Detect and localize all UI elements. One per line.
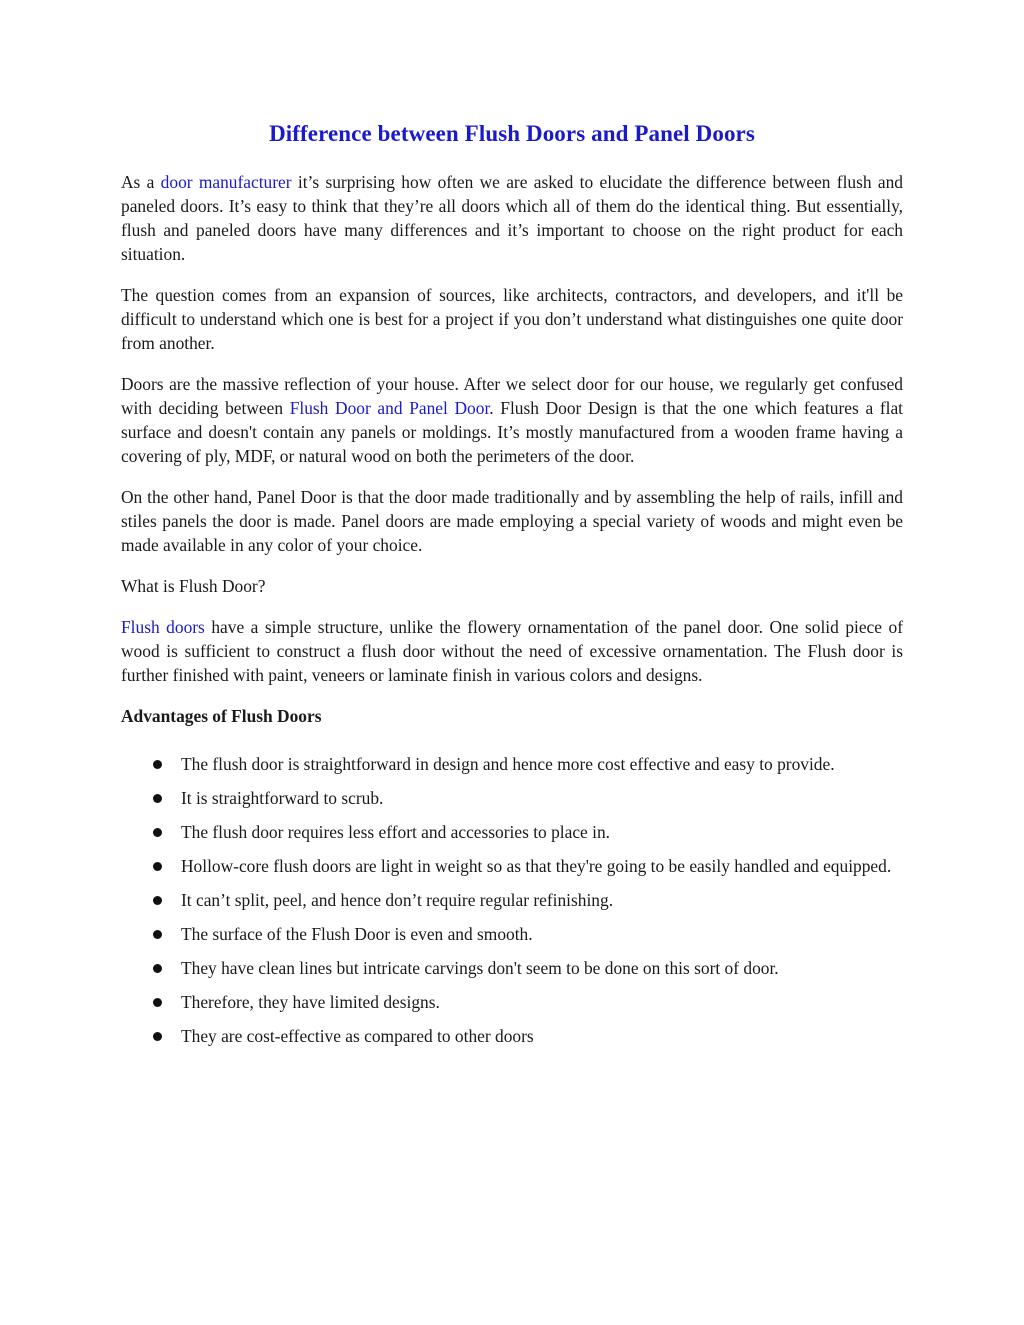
list-item-text: Therefore, they have limited designs. <box>181 992 440 1012</box>
advantages-heading: Advantages of Flush Doors <box>121 706 322 726</box>
door-manufacturer-link[interactable]: door manufacturer <box>160 172 292 192</box>
list-item <box>121 922 903 946</box>
intro-text-before: As a <box>121 172 161 192</box>
list-item-text: Hollow-core flush doors are light in weight so as that they're going to be easily handled and equipped. <box>181 856 892 876</box>
list-item-text: It can’t split, peel, and hence don’t require regular refinishing. <box>181 890 614 910</box>
advantages-list <box>121 752 903 1048</box>
list-item <box>121 786 903 810</box>
reflection-text-after: . Flush Door Design is that the one which features a flat surface and doesn't contain any panels or moldings. It’s mostly manufactured from a wooden frame having a covering of ply, MDF, or natural wood on both the perimeters of the door. <box>121 398 903 466</box>
bullet-icon <box>153 930 162 939</box>
bullet-icon <box>153 1032 162 1041</box>
reflection-paragraph <box>121 372 903 468</box>
list-item-text: The flush door is straightforward in design and hence more cost effective and easy to provide. <box>181 754 835 774</box>
bullet-icon <box>153 828 162 837</box>
intro-paragraph <box>121 170 903 266</box>
question-paragraph: The question comes from an expansion of sources, like architects, contractors, and developers, and it'll be difficult to understand which one is best for a project if you don’t understand what distinguishes one quite door from another. <box>121 285 903 353</box>
flush-doors-link[interactable]: Flush doors <box>121 617 205 637</box>
panel-door-paragraph: On the other hand, Panel Door is that the door made traditionally and by assembling the help of rails, infill and stiles panels the door is made. Panel doors are made employing a special variety of woods and might even be made available in any color of your choice. <box>121 487 903 555</box>
bullet-icon <box>153 760 162 769</box>
list-item <box>121 752 903 776</box>
bullet-icon <box>153 862 162 871</box>
flush-panel-door-link[interactable]: Flush Door and Panel Door <box>289 398 490 418</box>
bullet-icon <box>153 794 162 803</box>
reflection-text-before: Doors are the massive reflection of your house. After we select door for our house, we regularly get confused with deciding between <box>121 374 903 418</box>
bullet-icon <box>153 998 162 1007</box>
list-item-text: They have clean lines but intricate carvings don't seem to be done on this sort of door. <box>181 958 779 978</box>
list-item-text: It is straightforward to scrub. <box>181 788 384 808</box>
bullet-icon <box>153 896 162 905</box>
document-page <box>121 118 903 1058</box>
intro-text-after: it’s surprising how often we are asked to elucidate the difference between flush and paneled doors. It’s easy to think that they’re all doors which all of them do the identical thing. But essentially, flush and paneled doors have many differences and it’s important to choose on the right product for each situation. <box>121 172 904 264</box>
page-title: Difference between Flush Doors and Panel Doors <box>269 121 755 146</box>
list-item-text: They are cost-effective as compared to other doors <box>181 1026 534 1046</box>
flush-doors-paragraph <box>121 615 903 687</box>
list-item <box>121 854 903 878</box>
list-item-text: The surface of the Flush Door is even and smooth. <box>181 924 533 944</box>
list-item <box>121 1024 903 1048</box>
what-is-flush-door-heading: What is Flush Door? <box>121 576 266 596</box>
bullet-icon <box>153 964 162 973</box>
list-item <box>121 888 903 912</box>
list-item <box>121 820 903 844</box>
flush-doors-text: have a simple structure, unlike the flowery ornamentation of the panel door. One solid piece of wood is sufficient to construct a flush door without the need of excessive ornamentation. The Flush door is further finished with paint, veneers or laminate finish in various colors and designs. <box>121 617 903 685</box>
list-item <box>121 956 903 980</box>
list-item-text: The flush door requires less effort and accessories to place in. <box>181 822 610 842</box>
list-item <box>121 990 903 1014</box>
